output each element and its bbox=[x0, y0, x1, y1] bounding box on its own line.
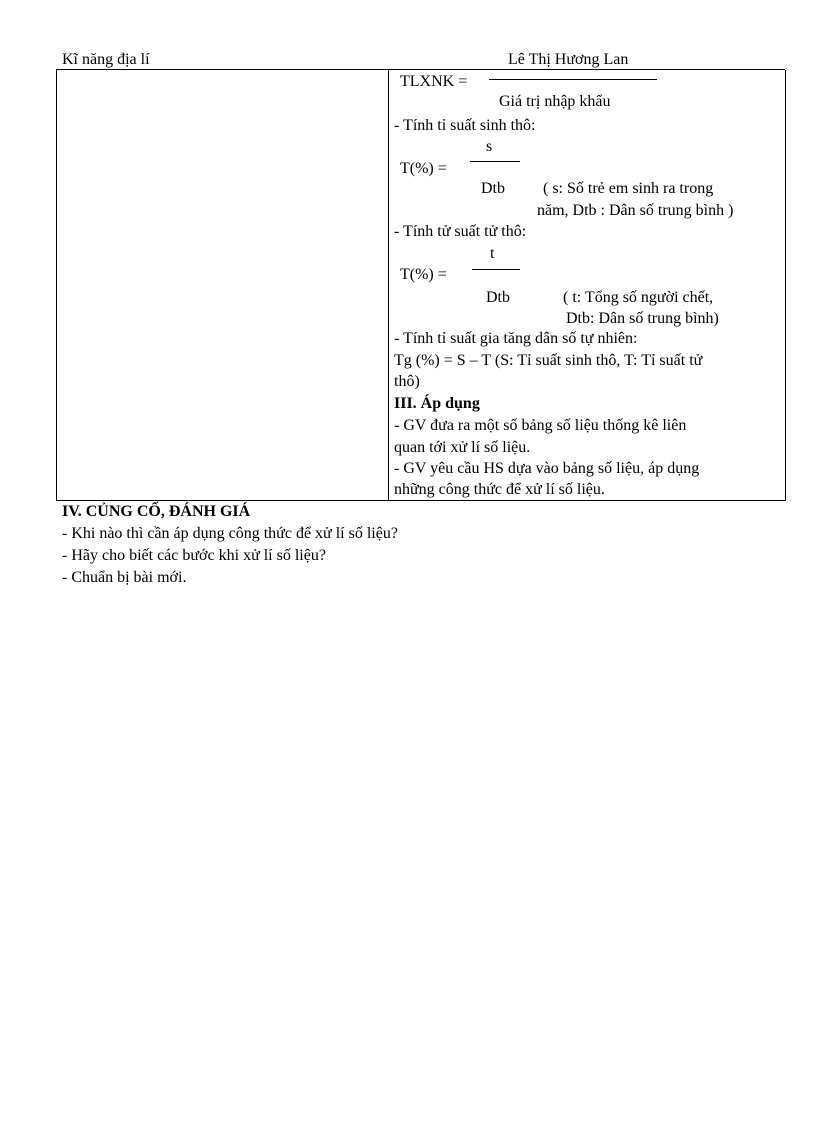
birth-rate-note-1: ( s: Số trẻ em sinh ra trong bbox=[543, 180, 714, 197]
apply-line-2: quan tới xử lí số liệu. bbox=[394, 439, 531, 456]
birth-rate-numerator: s bbox=[486, 138, 493, 155]
death-rate-fraction-bar bbox=[472, 269, 520, 270]
growth-rate-formula: Tg (%) = S – T (S: Tỉ suất sinh thô, T: Tỉ suất tử bbox=[394, 352, 703, 369]
birth-rate-heading: - Tính tỉ suất sinh thô: bbox=[394, 117, 536, 134]
death-rate-note-1: ( t: Tổng số người chết, bbox=[563, 289, 714, 306]
apply-line-3: - GV yêu cầu HS dựa vào bảng số liệu, áp dụng bbox=[394, 460, 700, 477]
tlxnk-formula-lhs: TLXNK = bbox=[400, 73, 468, 90]
section-iv-item: - Khi nào thì cần áp dụng công thức để xử lí số liệu? bbox=[62, 525, 398, 542]
section-iv-heading: IV. CỦNG CỐ, ĐÁNH GIÁ bbox=[62, 503, 251, 520]
death-rate-lhs: T(%) = bbox=[400, 266, 447, 283]
death-rate-denominator: Dtb bbox=[486, 289, 510, 306]
birth-rate-note-2: năm, Dtb : Dân số trung bình ) bbox=[537, 202, 734, 219]
birth-rate-fraction-bar bbox=[470, 161, 520, 162]
growth-rate-formula-cont: thô) bbox=[394, 373, 420, 390]
table-column-divider bbox=[388, 70, 389, 501]
header-subject: Kĩ năng địa lí bbox=[62, 51, 150, 68]
section-iv-item: - Chuẩn bị bài mới. bbox=[62, 569, 187, 586]
birth-rate-denominator: Dtb bbox=[481, 180, 505, 197]
apply-line-1: - GV đưa ra một số bảng số liệu thống kê liên bbox=[394, 417, 687, 434]
death-rate-note-2: Dtb: Dân số trung bình) bbox=[566, 310, 719, 327]
growth-rate-heading: - Tính tỉ suất gia tăng dân số tự nhiên: bbox=[394, 330, 638, 347]
tlxnk-fraction-bar bbox=[489, 79, 657, 80]
death-rate-numerator: t bbox=[490, 245, 495, 262]
header-author: Lê Thị Hương Lan bbox=[508, 51, 629, 68]
tlxnk-denominator: Giá trị nhập khẩu bbox=[499, 93, 611, 110]
apply-heading: III. Áp dụng bbox=[394, 395, 480, 412]
birth-rate-lhs: T(%) = bbox=[400, 160, 447, 177]
death-rate-heading: - Tính tử suất tử thô: bbox=[394, 223, 527, 240]
section-iv-item: - Hãy cho biết các bước khi xử lí số liệu? bbox=[62, 547, 326, 564]
apply-line-4: những công thức để xử lí số liệu. bbox=[394, 481, 605, 498]
